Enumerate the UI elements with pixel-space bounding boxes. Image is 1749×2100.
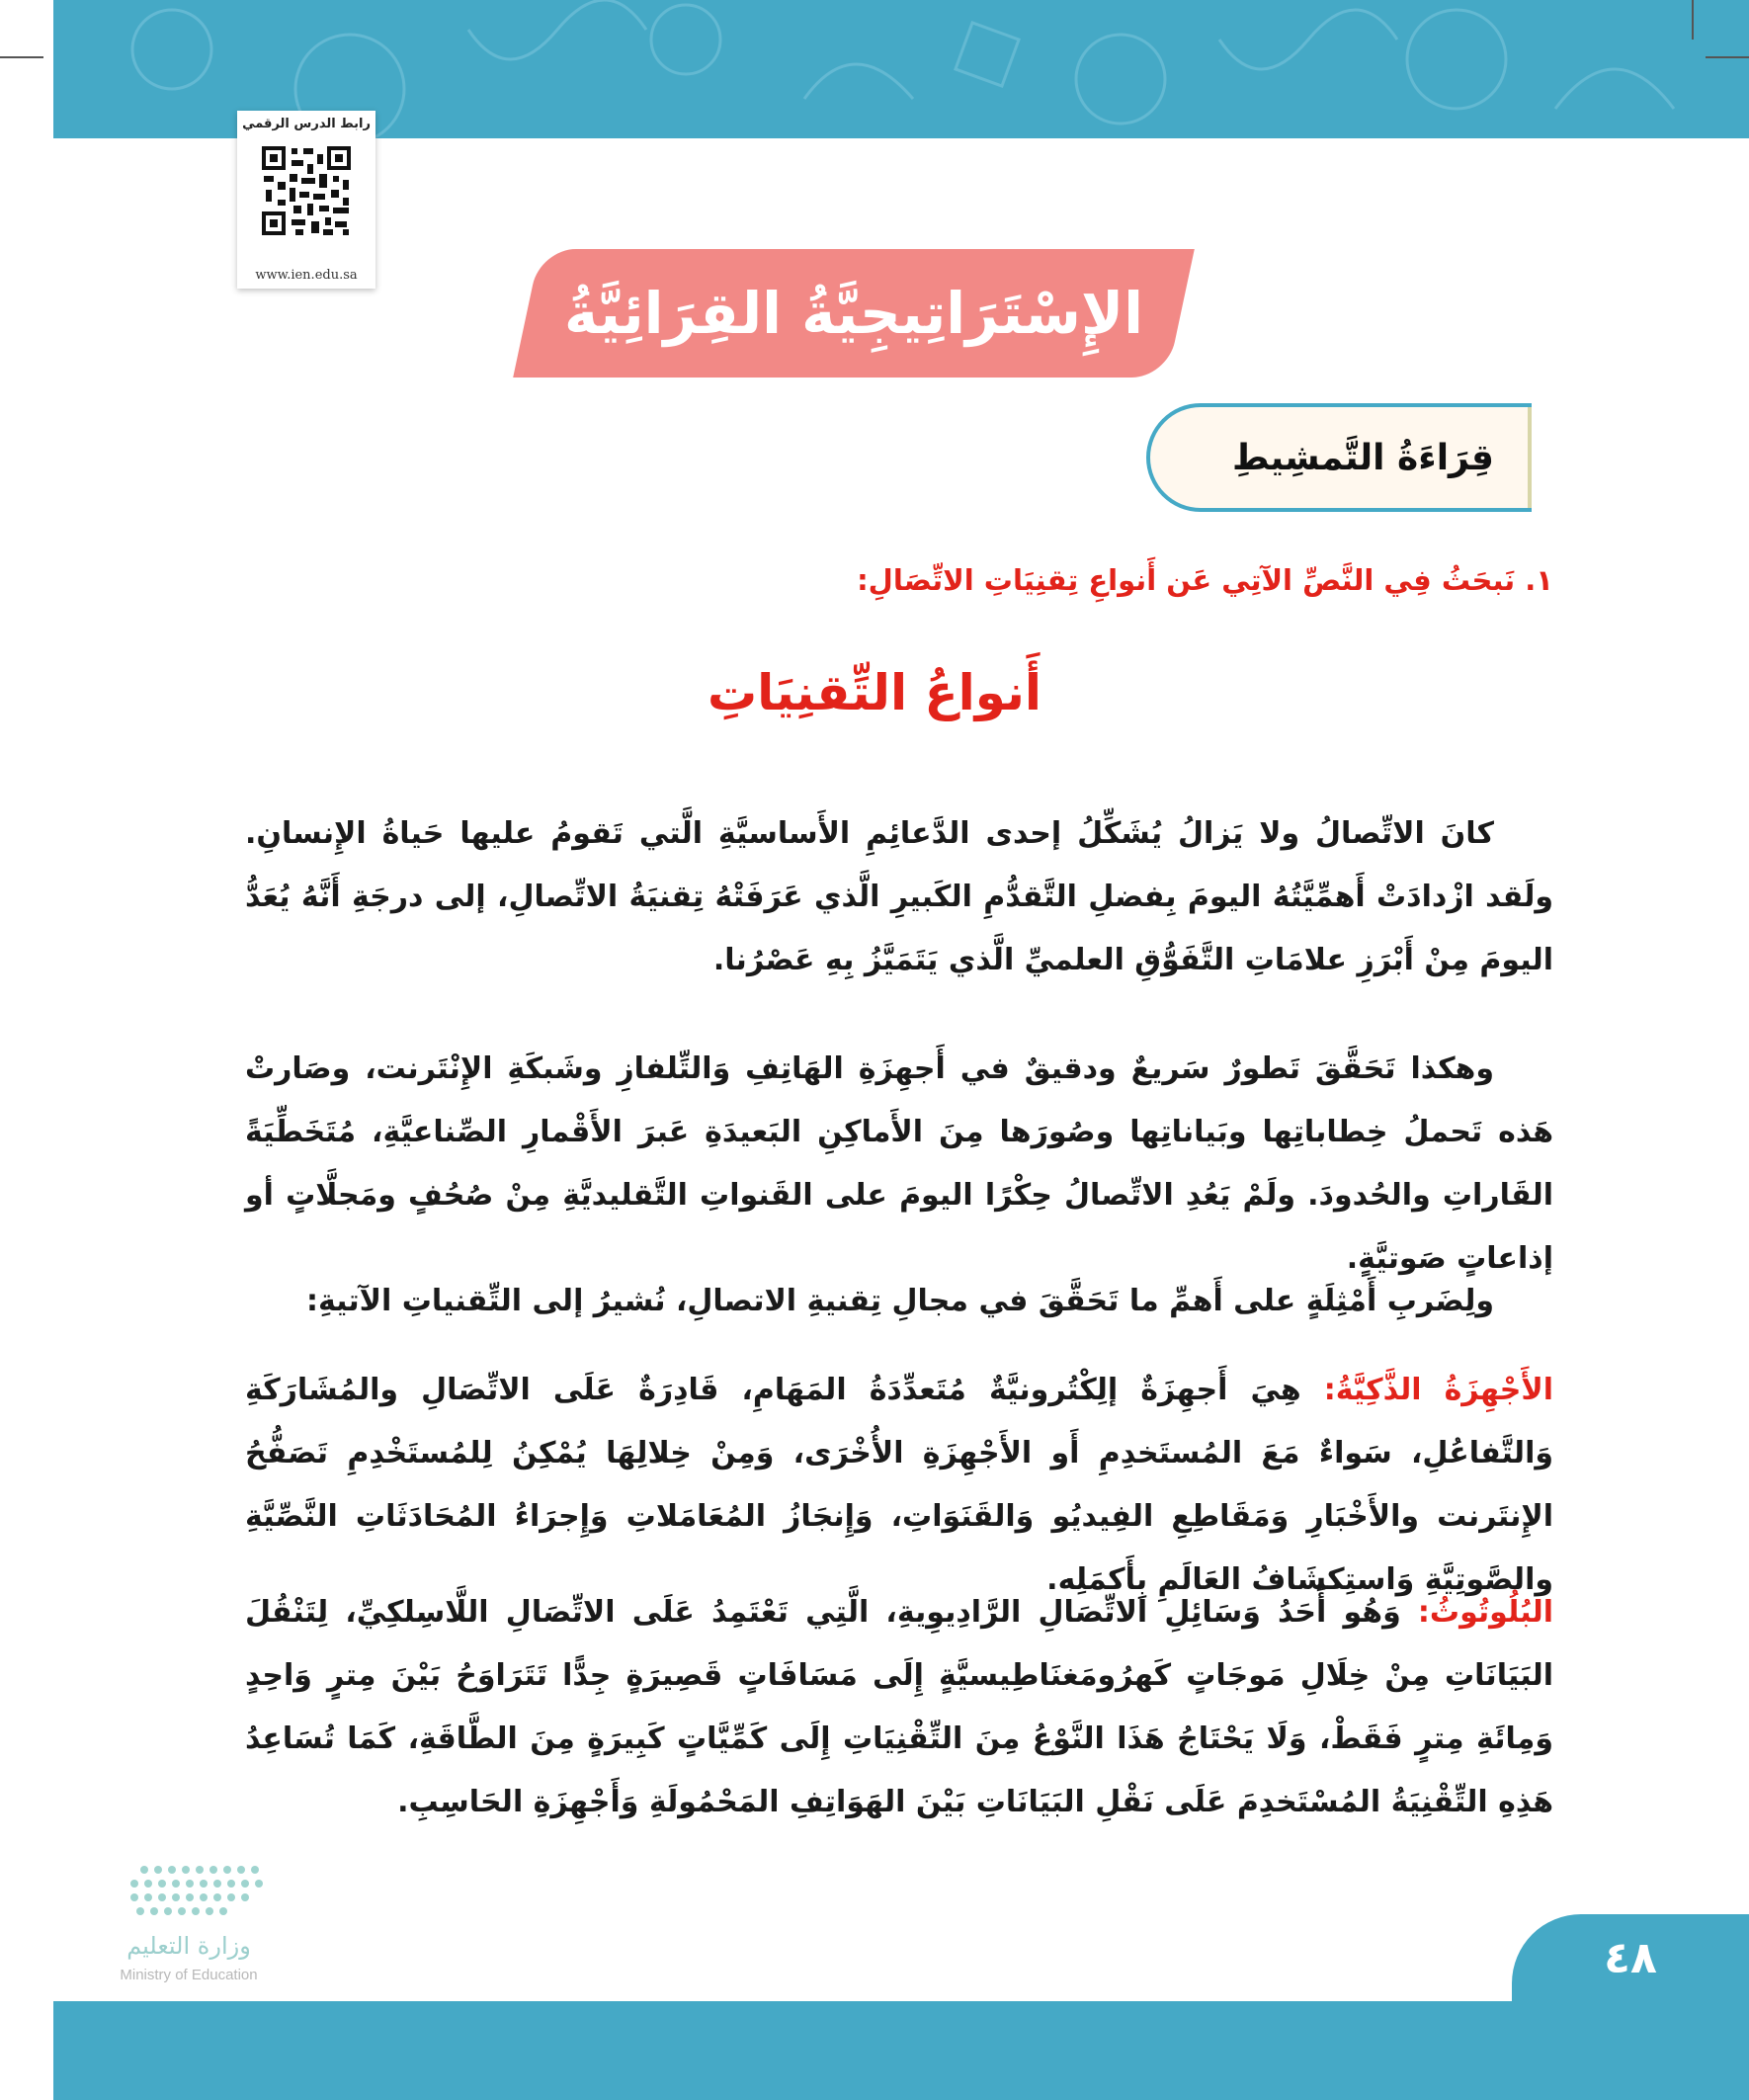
footer-band [53,2001,1749,2100]
paragraph-smart-devices [245,1359,1553,1612]
page-number: ٤٨ [1604,1932,1657,1983]
ministry-name-arabic: وزارة التعليم [126,1932,251,1960]
crop-mark [1692,0,1694,40]
qr-label: رابط الدرس الرقمي [242,117,371,131]
lesson-title: الإِسْتَرَاتِيجِيَّةُ القِرَائِيَّةُ [563,280,1144,347]
section-tab-label: قِرَاءَةُ التَّمشِيطِ [1231,437,1494,478]
term-bluetooth: البُلُوتُوثُ: [1417,1595,1553,1630]
crop-mark [0,56,43,58]
page-number-tab [1512,1914,1749,2001]
paragraph-3: ولِضَربِ أَمْثِلَةٍ على أَهمِّ ما تَحَقَّقَ في مجالِ تِقنيةِ الاتصالِ، نُشيرُ إلى التِّقنياتِ الآتيةِ: [305,1284,1494,1318]
bluetooth-text: وَهُو أَحَدُ وَسَائِلِ الاتِّصَالِ الرَّادِيوِيةِ، الَّتِي تَعْتَمِدُ عَلَى الاتِّصَالِ اللَّاسِلكِيِّ، لِتَنْقُلَ البَيَانَاتِ مِنْ خِلَالِ مَوجَاتٍ كَهرُومَغنَاطِيسيَّةٍ إِلَى مَسَافَاتٍ قَصِيرَةٍ جِدًّا تَتَرَاوَحُ بَيْنَ مِترٍ وَاحِدٍ وَمِائَةِ مِترٍ فَقَطْ، وَلَا يَحْتَاجُ هَذَا النَّوْعُ مِنَ التِّقْنِيَاتِ إِلَى كَمِّيَّاتٍ كَبِيرَةٍ مِنَ الطَّاقَةِ، كَمَا تُسَاعِدُ هَذِهِ التِّقْنِيَةُ المُسْتَخدِمَ عَلَى نَقْلِ البَيَانَاتِ بَيْنَ الهَوَاتِفِ المَحْمُولَةِ وَأَجْهِزَةِ الحَاسِبِ. [245,1595,1553,1819]
smart-devices-text: هِيَ أَجهِزَةٌ إلِكْتُرونيَّةٌ مُتَعدِّدَةُ المَهَامِ، قَادِرَةٌ عَلَى الاتِّصَالِ والمُشَارَكَةِ وَالتَّفاعُلِ، سَواءٌ مَعَ المُستَخدِمِ أَو الأَجْهِزَةِ الأُخْرَى، وَمِنْ خِلالِهَا يُمْكِنُ لِلمُستَخْدِمِ تَصَفُّحُ الإِنتَرنت والأَخْبَارِ وَمَقَاطِعِ الفِيديُو وَالقَنَوَاتِ، وَإِنجَازُ المُعَامَلاتِ وَإِجرَاءُ المُحَادَثَاتِ النَّصِّيَّةِ والصَّوتِيَّةِ وَاستِكشَافُ العَالَمِ بِأَكمَلِه. [245,1373,1553,1597]
qr-code-icon[interactable] [260,144,353,237]
paragraph-bluetooth [245,1581,1553,1834]
term-smart-devices: الأَجْهِزَةُ الذَّكِيَّةُ: [1323,1373,1554,1407]
lesson-title-banner [513,249,1195,378]
reading-title: أَنواعُ التِّقنِيَاتِ [707,664,1042,721]
ministry-name-english: Ministry of Education [120,1967,258,1983]
section-tab [1146,403,1532,512]
instruction-text: ١. نَبحَثُ فِي النَّصِّ الآتِي عَن أَنواعِ تِقنِيَاتِ الاتِّصَالِ: [857,563,1553,597]
paragraph-2: وهكذا تَحَقَّقَ تَطورٌ سَريعٌ ودقيقٌ في أَجهِزَةِ الهَاتِفِ وَالتِّلفازِ وشَبكَةِ الإِنْتَرنت، وصَارتْ هَذه تَحملُ خِطاباتِها وبَياناتِها وصُورَها مِنَ الأَماكِنِ البَعيدَةِ عَبرَ الأَقْمارِ الصِّناعيَّةِ، مُتَخَطِّيَةً القَاراتِ والحُدودَ. ولَمْ يَعُدِ الاتِّصالُ حِكْرًا اليومَ على القَنواتِ التَّقليديَّةِ مِنْ صُحُفٍ ومَجلَّاتٍ أو إذاعاتٍ صَوتيَّةٍ. [245,1051,1553,1276]
paragraph-1: كانَ الاتِّصالُ ولا يَزالُ يُشَكِّلُ إحدى الدَّعائِمِ الأَساسيَّةِ الَّتي تَقومُ عليها حَياةُ الإِنسانِ. ولَقد ازْدادَتْ أَهمِّيَّتُهُ اليومَ بِفضلِ التَّقدُّمِ الكَبيرِ الَّذي عَرَفَتْهُ تِقنيَةُ الاتِّصالِ، إلى درجَةِ أَنَّهُ يُعَدُّ اليومَ مِنْ أَبْرَزِ علامَاتِ التَّفَوُّقِ العلميِّ الَّذي يَتَمَيَّزُ بِهِ عَصْرُنا. [245,816,1553,977]
qr-url[interactable]: www.ien.edu.sa [255,268,358,283]
crop-mark [1706,56,1749,58]
qr-card[interactable] [237,111,375,289]
